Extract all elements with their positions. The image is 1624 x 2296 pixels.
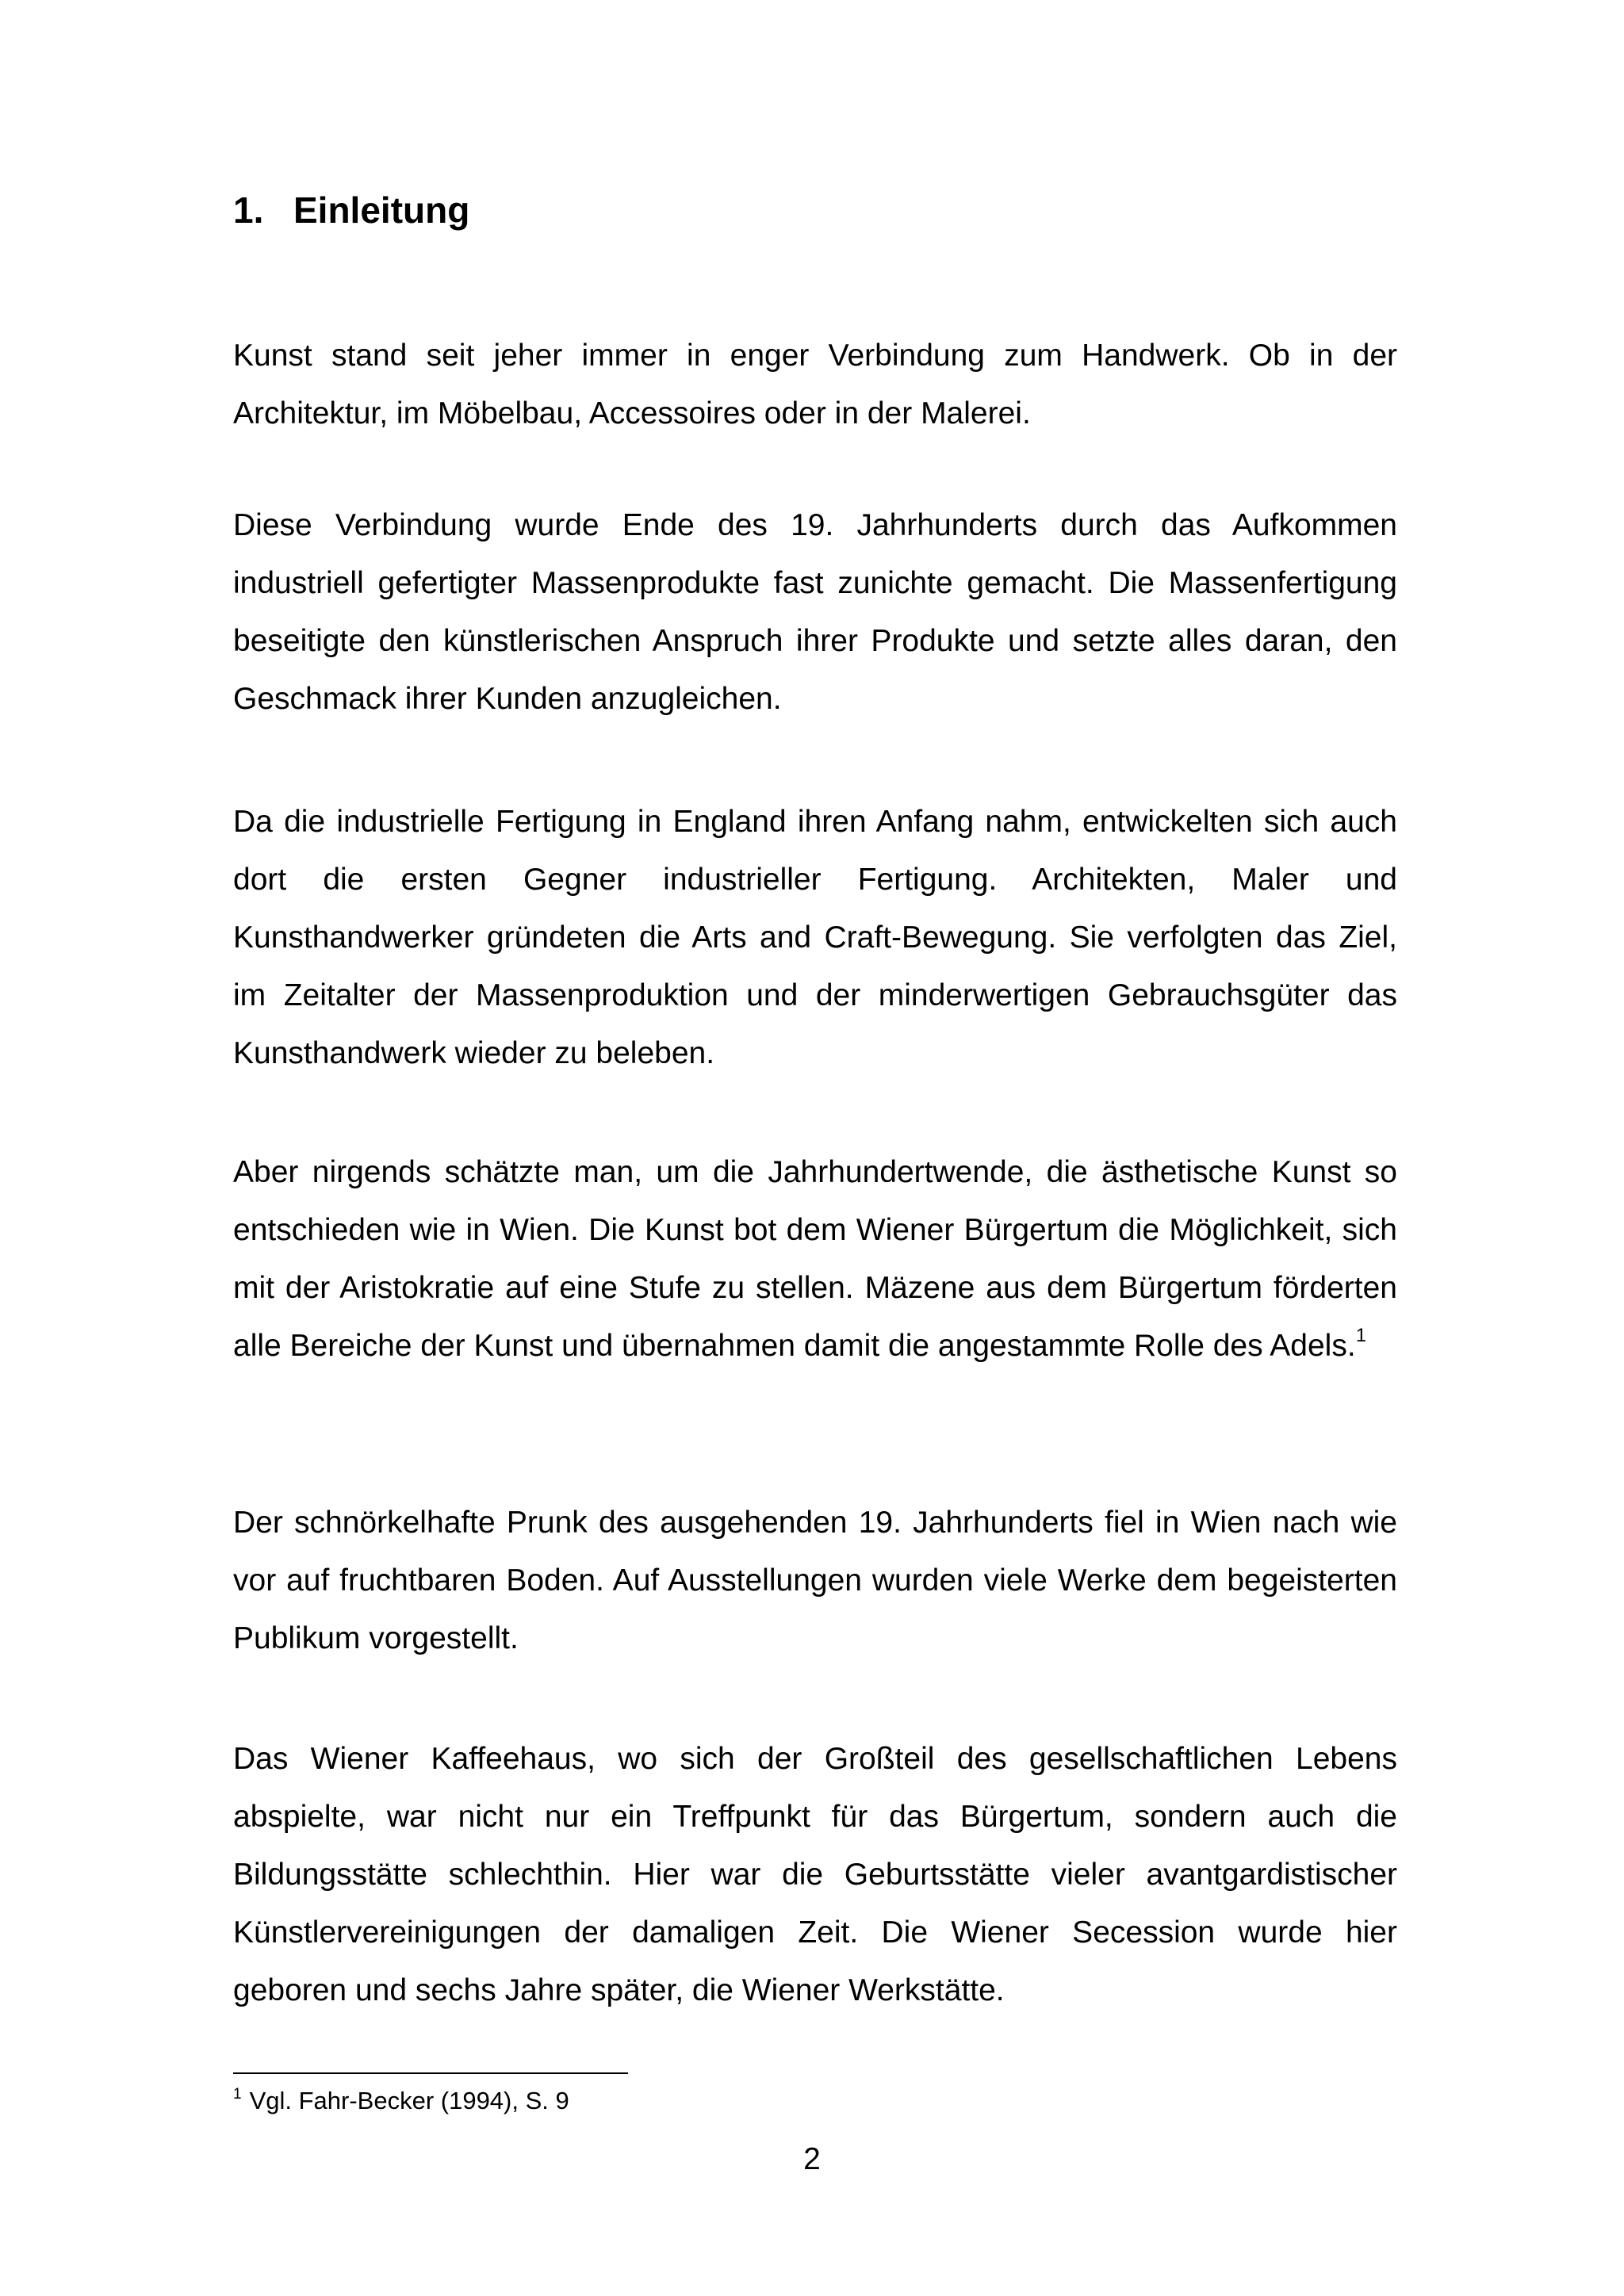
paragraph-text: Das Wiener Kaffeehaus, wo sich der Großteil des gesellschaftlichen Lebens abspielte, war nicht nur ein Treffpunkt für das Bürgertum, sondern auch die Bildungsstätte schlechthin. Hier war die Geburtsstätte vieler avantgardistischer Künstlervereinigungen der damaligen Zeit. Die Wiener Secession wurde hier geboren und sechs Jahre später, die Wiener Werkstätte. (233, 1742, 1397, 2007)
footnote (233, 2085, 569, 2117)
footnote-text: Vgl. Fahr-Becker (1994), S. 9 (249, 2087, 569, 2114)
paragraph-6 (233, 1730, 1397, 2019)
paragraph-text: Kunst stand seit jeher immer in enger Verbindung zum Handwerk. Ob in der Architektur, im Möbelbau, Accessoires oder in der Malerei. (233, 339, 1397, 430)
paragraph-1 (233, 327, 1397, 442)
paragraph-5 (233, 1494, 1397, 1667)
paragraph-text: Da die industrielle Fertigung in England ihren Anfang nahm, entwickelten sich auch dort die ersten Gegner industrieller Fertigung. Architekten, Maler und Kunsthandwerker gründeten die Arts and Craft-Bewegung. Sie verfolgten das Ziel, im Zeitalter der Massenproduktion und der minderwertigen Gebrauchsgüter das Kunsthandwerk wieder zu beleben. (233, 805, 1397, 1070)
paragraph-text: Diese Verbindung wurde Ende des 19. Jahrhunderts durch das Aufkommen industriell gefertigter Massenprodukte fast zunichte gemacht. Die Massenfertigung beseitigte den künstlerischen Anspruch ihrer Produkte und setzte alles daran, den Geschmack ihrer Kunden anzugleichen. (233, 508, 1397, 716)
paragraph-2 (233, 496, 1397, 728)
section-title: Einleitung (293, 189, 470, 231)
section-heading (233, 189, 469, 232)
page-number: 2 (803, 2142, 821, 2176)
paragraph-4 (233, 1143, 1397, 1375)
paragraph-3 (233, 793, 1397, 1082)
paragraph-text: Der schnörkelhafte Prunk des ausgehenden 19. Jahrhunderts fiel in Wien nach wie vor auf fruchtbaren Boden. Auf Ausstellungen wurden viele Werke dem begeisterten Publikum vorgestellt. (233, 1506, 1397, 1655)
section-number: 1. (233, 189, 264, 231)
footnote-reference[interactable]: 1 (1355, 1325, 1367, 1346)
paragraph-text: Aber nirgends schätzte man, um die Jahrhundertwende, die ästhetische Kunst so entschieden wie in Wien. Die Kunst bot dem Wiener Bürgertum die Möglichkeit, sich mit der Aristokratie auf eine Stufe zu stellen. Mäzene aus dem Bürgertum förderten alle Bereiche der Kunst und übernahmen damit die angestammte Rolle des Adels. (233, 1155, 1397, 1363)
footnote-marker: 1 (233, 2085, 242, 2103)
footnote-separator (233, 2072, 628, 2074)
